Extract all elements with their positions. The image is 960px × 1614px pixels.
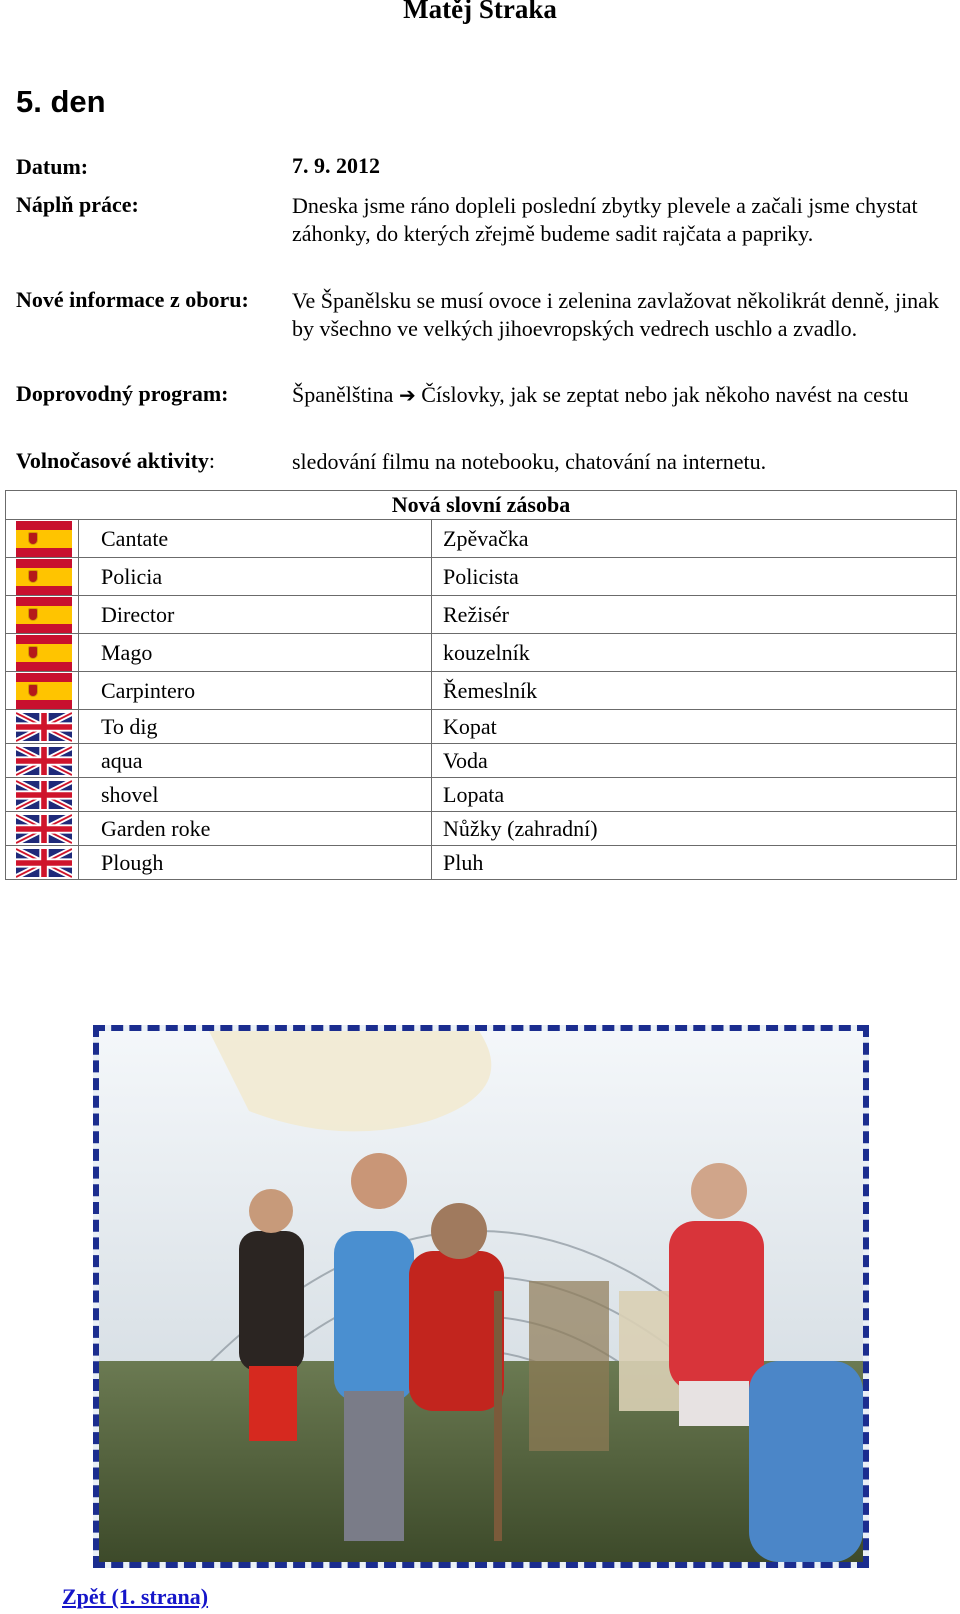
greenhouse-photo [93, 1025, 869, 1568]
uk-flag-icon [16, 848, 72, 878]
flag-cell [6, 710, 79, 744]
vocabulary-word: Garden roke [79, 812, 432, 846]
vocabulary-row [6, 672, 957, 710]
vocabulary-word: Mago [79, 634, 432, 672]
news-value: Ve Španělsku se musí ovoce i zelenina zavlažovat několikrát denně, jinak by všechno ve velkých jihoevropských vedrech uschlo a zvadlo. [292, 288, 939, 341]
spain-flag-icon [16, 635, 72, 671]
uk-flag-icon [16, 814, 72, 844]
vocabulary-row [6, 778, 957, 812]
uk-flag-icon [16, 780, 72, 810]
vocabulary-word: shovel [79, 778, 432, 812]
vocabulary-translation: Voda [432, 744, 957, 778]
vocabulary-row [6, 812, 957, 846]
vocabulary-table [5, 490, 957, 880]
flag-cell [6, 596, 79, 634]
work-value: Dneska jsme ráno dopleli poslední zbytky plevele a začali jsme chystat záhonky, do kterých zřejmě budeme sadit rajčata a papriky. [292, 193, 918, 246]
vocabulary-row [6, 846, 957, 880]
flag-cell [6, 812, 79, 846]
vocabulary-title-row [6, 491, 957, 520]
vocabulary-translation: kouzelník [432, 634, 957, 672]
vocabulary-word: Plough [79, 846, 432, 880]
flag-cell [6, 744, 79, 778]
date-label: Datum: [16, 154, 89, 179]
flag-cell [6, 520, 79, 558]
vocabulary-word: To dig [79, 710, 432, 744]
back-link[interactable]: Zpět (1. strana) [62, 1584, 209, 1609]
free-time-label: Volnočasové aktivity: [16, 448, 216, 473]
program-subject: Španělština [292, 382, 394, 407]
vocabulary-translation: Pluh [432, 846, 957, 880]
uk-flag-icon [16, 712, 72, 742]
spain-flag-icon [16, 521, 72, 557]
vocabulary-word: aqua [79, 744, 432, 778]
vocabulary-translation: Lopata [432, 778, 957, 812]
free-time-value: sledování filmu na notebooku, chatování na internetu. [292, 449, 767, 474]
program-topic: Číslovky, jak se zeptat nebo jak někoho navést na cestu [421, 382, 909, 407]
vocabulary-row [6, 558, 957, 596]
author-name: Matěj Straka [403, 0, 557, 24]
vocabulary-row [6, 520, 957, 558]
vocabulary-translation: Režisér [432, 596, 957, 634]
vocabulary-row [6, 710, 957, 744]
vocabulary-word: Carpintero [79, 672, 432, 710]
program-value [292, 381, 942, 409]
date-value: 7. 9. 2012 [292, 153, 380, 178]
vocabulary-translation: Zpěvačka [432, 520, 957, 558]
vocabulary-word: Policia [79, 558, 432, 596]
day-heading: 5. den [16, 84, 106, 119]
vocabulary-word: Director [79, 596, 432, 634]
news-label: Nové informace z oboru: [16, 287, 249, 312]
vocabulary-translation: Nůžky (zahradní) [432, 812, 957, 846]
arrow-icon: ➔ [398, 383, 416, 407]
spain-flag-icon [16, 673, 72, 709]
vocabulary-translation: Řemeslník [432, 672, 957, 710]
vocabulary-title: Nová slovní zásoba [6, 491, 957, 520]
vocabulary-row [6, 744, 957, 778]
uk-flag-icon [16, 746, 72, 776]
flag-cell [6, 558, 79, 596]
flag-cell [6, 634, 79, 672]
vocabulary-row [6, 596, 957, 634]
work-label: Náplň práce: [16, 192, 139, 217]
vocabulary-word: Cantate [79, 520, 432, 558]
program-label: Doprovodný program: [16, 381, 229, 406]
flag-cell [6, 846, 79, 880]
vocabulary-translation: Policista [432, 558, 957, 596]
flag-cell [6, 672, 79, 710]
spain-flag-icon [16, 597, 72, 633]
vocabulary-row [6, 634, 957, 672]
spain-flag-icon [16, 559, 72, 595]
vocabulary-translation: Kopat [432, 710, 957, 744]
flag-cell [6, 778, 79, 812]
